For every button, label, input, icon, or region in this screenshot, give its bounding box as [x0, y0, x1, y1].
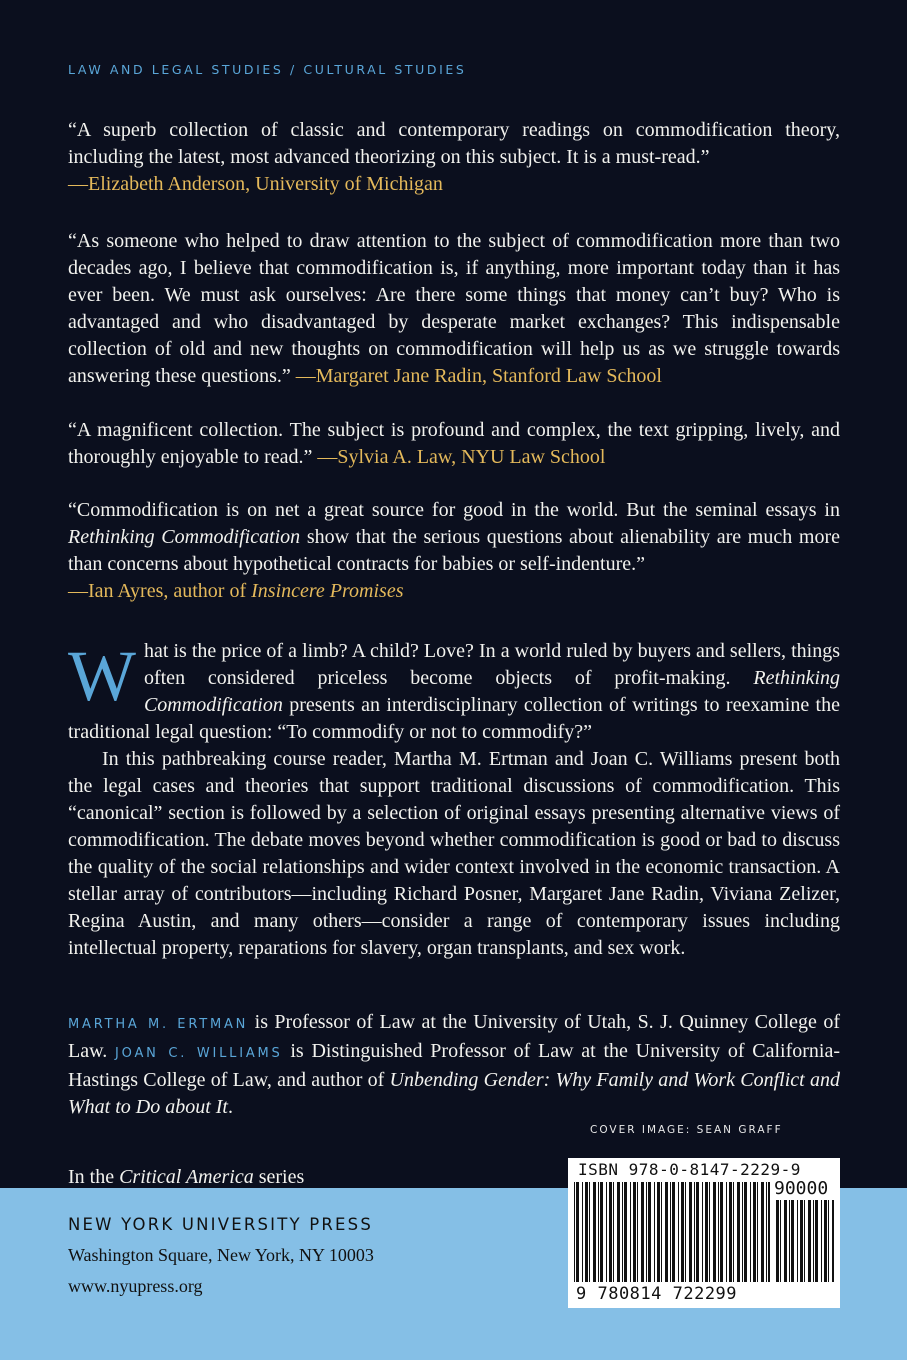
barcode-bar	[766, 1182, 767, 1282]
barcode-bar	[641, 1182, 644, 1282]
publisher-address: Washington Square, New York, NY 10003	[68, 1245, 374, 1265]
barcode-bar	[617, 1182, 620, 1282]
barcode-bar	[685, 1182, 686, 1282]
publisher-website: www.nyupress.org	[68, 1276, 203, 1296]
barcode-bar	[624, 1182, 627, 1282]
barcode-bar	[797, 1200, 798, 1282]
barcode-bar	[689, 1182, 692, 1282]
isbn-number: ISBN 978-0-8147-2229-9	[578, 1160, 801, 1179]
barcode-bar	[576, 1182, 579, 1282]
barcode-bar	[815, 1200, 818, 1282]
barcode-bar	[600, 1182, 603, 1282]
author-bio	[68, 1009, 840, 1121]
barcode-bar	[694, 1182, 695, 1282]
barcode-bar	[780, 1200, 781, 1282]
barcode-bar	[609, 1182, 612, 1282]
barcode	[568, 1158, 840, 1308]
barcode-bar	[713, 1182, 716, 1282]
barcode-bar	[744, 1182, 747, 1282]
blurb-quote	[68, 417, 840, 471]
barcode-bar	[661, 1182, 662, 1282]
barcode-bar	[800, 1200, 803, 1282]
barcode-bar	[622, 1182, 623, 1282]
barcode-bar	[729, 1182, 732, 1282]
quote-text: “A superb collection of classic and contemporary readings on commodification theory, including the latest, most advanced theorizing on this subject. It is a must-read.”	[68, 119, 840, 168]
barcode-bar	[718, 1182, 719, 1282]
barcode-bar	[832, 1200, 834, 1282]
barcode-bar	[821, 1200, 822, 1282]
barcode-bar	[585, 1182, 588, 1282]
barcode-bar	[733, 1182, 734, 1282]
barcode-bar	[633, 1182, 636, 1282]
description-p1-end: presents an interdisciplinary collection of writings to reexamine the traditional legal question: “To commodify or not to commodify?”	[68, 694, 840, 743]
barcode-bar	[598, 1182, 599, 1282]
barcode-bar	[613, 1182, 614, 1282]
barcode-bar	[630, 1182, 631, 1282]
ean-barcode-bars	[574, 1182, 770, 1282]
blurb-quote	[68, 228, 840, 390]
barcode-bar	[589, 1182, 590, 1282]
barcode-bar	[646, 1182, 647, 1282]
barcode-bar	[654, 1182, 655, 1282]
barcode-bar	[776, 1200, 779, 1282]
series-suffix: series	[253, 1166, 305, 1188]
barcode-bar	[804, 1200, 805, 1282]
barcode-bar	[670, 1182, 671, 1282]
barcode-bar	[593, 1182, 596, 1282]
barcode-bar	[813, 1200, 814, 1282]
series-title: Critical America	[119, 1166, 254, 1188]
addon-barcode-bars	[776, 1200, 834, 1282]
barcode-bar	[637, 1182, 638, 1282]
author1-name: MARTHA M. ERTMAN	[68, 1017, 249, 1032]
quote-attribution	[68, 578, 840, 605]
quote-text: “As someone who helped to draw attention to the subject of commodification more than two decades ago, I believe that commodification is, if anything, more important today than it has ever been. We must ask ourselves: Are there some things that money can’t buy? Who is advantaged and who disadvantaged by desperate market exchanges? This indispensable collection of old and new thoughts on commodification will help us as we struggle towards answering these questions.”	[68, 230, 840, 387]
author1-text: is Professor of Law at the University of Utah, S. J. Quinney College of Law.	[68, 1011, 840, 1062]
barcode-bar	[757, 1182, 758, 1282]
series-line	[68, 1166, 304, 1189]
attribution-book-title: Insincere Promises	[251, 580, 404, 602]
barcode-bar	[761, 1182, 764, 1282]
ean-number: 9 780814 722299	[576, 1284, 738, 1304]
author2-text: is Distinguished Professor of Law at the University of California-Hastings College of Law, and author of	[68, 1040, 840, 1091]
barcode-bar	[681, 1182, 684, 1282]
barcode-bar	[702, 1182, 703, 1282]
barcode-bar	[705, 1182, 708, 1282]
description-book-title: Rethinking Commodification	[143, 667, 840, 716]
barcode-bar	[753, 1182, 756, 1282]
author2-name: JOAN C. WILLIAMS	[115, 1046, 283, 1061]
quote-text: “A magnificent collection. The subject is profound and complex, the text gripping, lively, and thoroughly enjoyable to read.”	[68, 419, 840, 468]
quote-book-title: Rethinking Commodification	[68, 526, 301, 548]
description-p2: In this pathbreaking course reader, Martha M. Ertman and Joan C. Williams present both the legal cases and theories that support traditional discussions of commodification. This “canonical” section is followed by a selection of original essays presenting alternative views of commodification. The debate moves beyond whether commodification is good or bad to discuss the quality of the social relationships and wider context involved in the economic transaction. A stellar array of contributors—including Richard Posner, Margaret Jane Radin, Viviana Zelizer, Regina Austin, and many others—consider a range of contemporary issues including intellectual property, reparations for slavery, organ transplants, and sex work.	[68, 748, 840, 959]
barcode-bar	[768, 1182, 770, 1282]
drop-cap: W	[68, 636, 136, 716]
barcode-bar	[824, 1200, 827, 1282]
barcode-bar	[582, 1182, 583, 1282]
attribution-prefix: —Ian Ayres, author of	[68, 580, 252, 602]
barcode-bar	[737, 1182, 740, 1282]
quote-attribution: —Sylvia A. Law, NYU Law School	[317, 446, 606, 468]
barcode-bar	[789, 1200, 790, 1282]
barcode-bar	[665, 1182, 668, 1282]
description-p1-start: hat is the price of a limb? A child? Love? In a world ruled by buyers and sellers, things often considered priceless become objects of profit-making.	[143, 640, 840, 689]
barcode-bar	[791, 1200, 794, 1282]
barcode-bar	[672, 1182, 675, 1282]
barcode-bar	[750, 1182, 751, 1282]
quote-attribution: —Elizabeth Anderson, University of Michigan	[68, 173, 443, 195]
quote-text-after: show that the serious questions about alienability are much more than concerns about hypothetical contracts for babies or self-indenture.”	[68, 526, 840, 575]
book-description	[68, 638, 840, 962]
barcode-bar	[742, 1182, 743, 1282]
barcode-bar	[808, 1200, 811, 1282]
barcode-bar	[648, 1182, 651, 1282]
barcode-bar	[696, 1182, 699, 1282]
publisher-name: NEW YORK UNIVERSITY PRESS	[68, 1215, 374, 1234]
cover-credit: COVER IMAGE: SEAN GRAFF	[590, 1124, 783, 1136]
barcode-bar	[784, 1200, 787, 1282]
barcode-bar	[709, 1182, 710, 1282]
category-label: LAW AND LEGAL STUDIES / CULTURAL STUDIES	[68, 62, 467, 77]
bio-end: .	[228, 1096, 233, 1118]
barcode-bar	[657, 1182, 660, 1282]
barcode-bar	[574, 1182, 575, 1282]
barcode-bar	[726, 1182, 727, 1282]
series-prefix: In the	[68, 1166, 120, 1188]
barcode-bar	[606, 1182, 607, 1282]
barcode-bar	[720, 1182, 723, 1282]
barcode-bar	[828, 1200, 829, 1282]
author2-book-title: Unbending Gender: Why Family and Work Conflict and What to Do about It	[68, 1069, 840, 1118]
quote-text-before: “Commodification is on net a great source for good in the world. But the seminal essays in	[68, 499, 840, 521]
blurb-quote	[68, 117, 840, 198]
quote-attribution: —Margaret Jane Radin, Stanford Law School	[295, 365, 662, 387]
blurb-quote	[68, 497, 840, 605]
price-code: 90000	[774, 1178, 829, 1199]
barcode-bar	[678, 1182, 679, 1282]
